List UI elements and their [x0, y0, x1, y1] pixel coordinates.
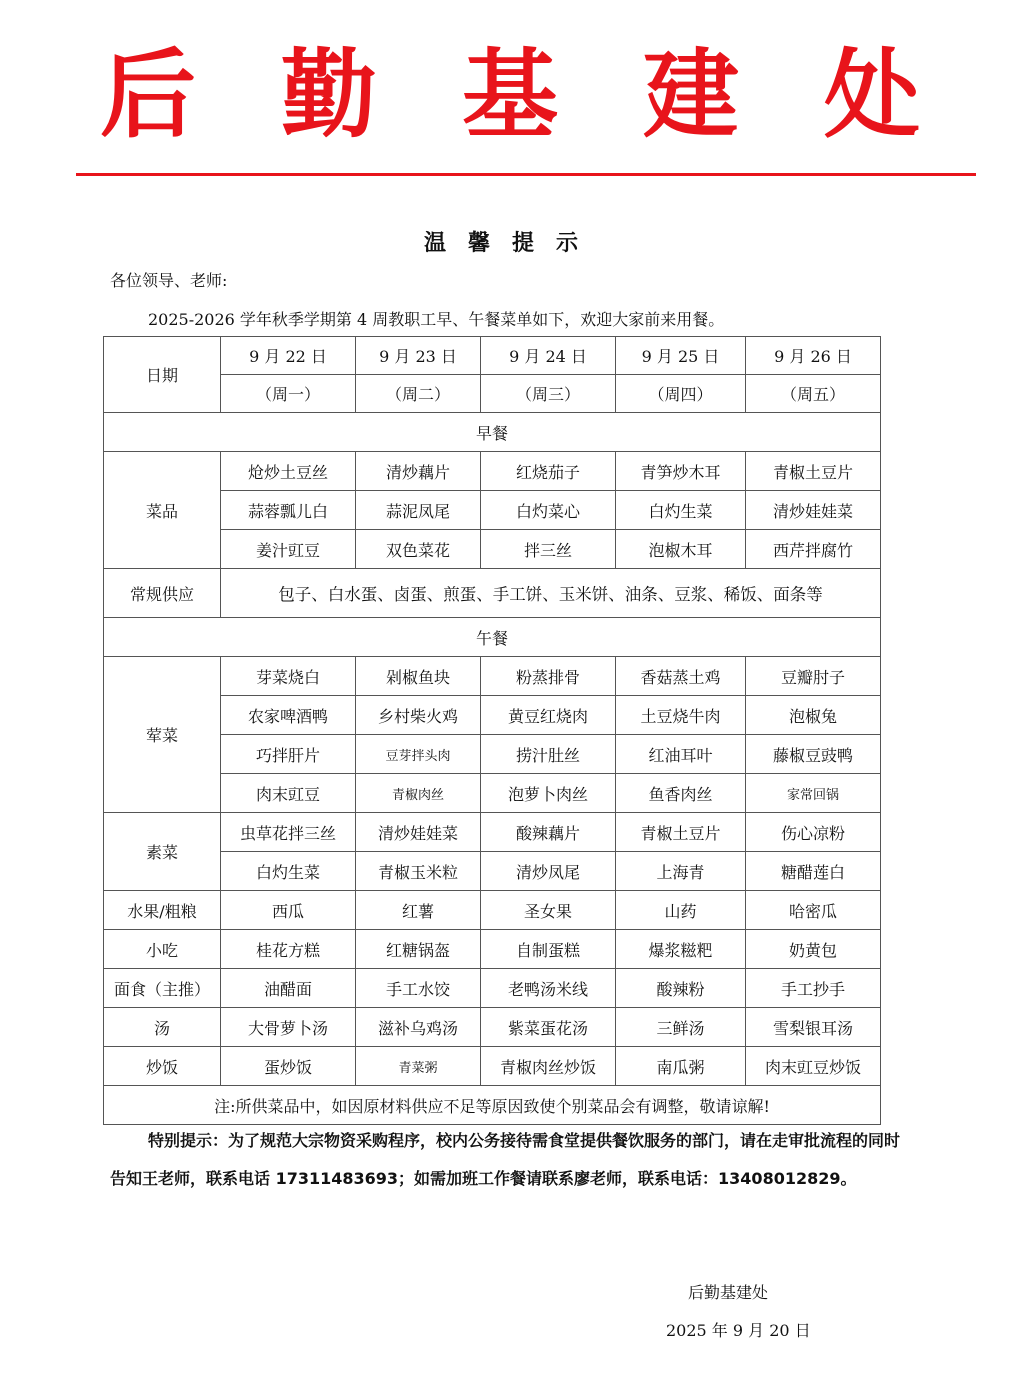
dish-cell: 伤心凉粉: [746, 813, 881, 852]
dish-cell: 南瓜粥: [616, 1047, 746, 1086]
weekday-cell: （周二）: [356, 375, 481, 413]
dish-cell: 青椒肉丝炒饭: [481, 1047, 616, 1086]
dish-cell: 山药: [616, 891, 746, 930]
dish-cell: 酸辣藕片: [481, 813, 616, 852]
dish-cell: 藤椒豆豉鸭: [746, 735, 881, 774]
regular-supply-row: [104, 569, 881, 618]
dish-cell: 西瓜: [221, 891, 356, 930]
dish-cell: 桂花方糕: [221, 930, 356, 969]
dish-cell: 巧拌肝片: [221, 735, 356, 774]
letterhead-divider: [76, 173, 976, 176]
weekday-cell: （周一）: [221, 375, 356, 413]
dish-cell: 奶黄包: [746, 930, 881, 969]
footnote-row: [104, 1086, 881, 1125]
dish-cell: 青笋炒木耳: [616, 452, 746, 491]
dish-cell: 剁椒鱼块: [356, 657, 481, 696]
meat-label: 荤菜: [104, 657, 221, 813]
dish-cell: 三鲜汤: [616, 1008, 746, 1047]
dish-cell: 鱼香肉丝: [616, 774, 746, 813]
dish-cell: 泡椒兔: [746, 696, 881, 735]
table-row: [104, 452, 881, 491]
regular-supply-items: 包子、白水蛋、卤蛋、煎蛋、手工饼、玉米饼、油条、豆浆、稀饭、面条等: [221, 569, 881, 618]
date-cell: 9 月 24 日: [481, 337, 616, 375]
table-row: [104, 930, 881, 969]
special-notice: 特别提示：为了规范大宗物资采购程序，校内公务接待需食堂提供餐饮服务的部门，请在走审批流程的同时告知王老师，联系电话 17311483693；如需加班工作餐请联系廖老师，联系电话：13408012829。: [110, 1131, 901, 1188]
dish-cell: 圣女果: [481, 891, 616, 930]
date-label: 日期: [104, 337, 221, 413]
date-cell: 9 月 26 日: [746, 337, 881, 375]
date-cell: 9 月 23 日: [356, 337, 481, 375]
veg-label: 素菜: [104, 813, 221, 891]
dish-cell: 泡萝卜肉丝: [481, 774, 616, 813]
rice-label: 炒饭: [104, 1047, 221, 1086]
dish-cell: 清炒藕片: [356, 452, 481, 491]
dish-cell: 青椒肉丝: [356, 774, 481, 813]
dish-cell: 清炒娃娃菜: [356, 813, 481, 852]
dish-cell: 土豆烧牛肉: [616, 696, 746, 735]
table-row: [104, 813, 881, 852]
soup-label: 汤: [104, 1008, 221, 1047]
dish-cell: 上海青: [616, 852, 746, 891]
dish-cell: 拌三丝: [481, 530, 616, 569]
dish-cell: 蒜蓉瓢儿白: [221, 491, 356, 530]
dish-cell: 豆瓣肘子: [746, 657, 881, 696]
dish-cell: 肉末豇豆: [221, 774, 356, 813]
dish-cell: 手工抄手: [746, 969, 881, 1008]
dish-cell: 大骨萝卜汤: [221, 1008, 356, 1047]
date-cell: 9 月 25 日: [616, 337, 746, 375]
table-row: [104, 735, 881, 774]
dish-cell: 油醋面: [221, 969, 356, 1008]
dish-cell: 黄豆红烧肉: [481, 696, 616, 735]
dish-cell: 红烧茄子: [481, 452, 616, 491]
snack-label: 小吃: [104, 930, 221, 969]
breakfast-header: 早餐: [104, 413, 881, 452]
letterhead-char: 勤: [281, 39, 377, 151]
dish-cell: 白灼菜心: [481, 491, 616, 530]
menu-table: [103, 336, 881, 1125]
table-row: [104, 530, 881, 569]
regular-supply-label: 常规供应: [104, 569, 221, 618]
table-row: [104, 891, 881, 930]
dish-cell: 糖醋莲白: [746, 852, 881, 891]
dish-cell: 红糖锅盔: [356, 930, 481, 969]
dish-cell: 红油耳叶: [616, 735, 746, 774]
dish-cell: 农家啤酒鸭: [221, 696, 356, 735]
table-row: [104, 491, 881, 530]
dish-cell: 豆芽拌头肉: [356, 735, 481, 774]
notice-title: 温馨提示: [423, 231, 600, 256]
table-footnote: 注:所供菜品中，如因原材料供应不足等原因致使个别菜品会有调整，敬请谅解!: [104, 1086, 881, 1125]
dish-cell: 蛋炒饭: [221, 1047, 356, 1086]
dish-cell: 白灼生菜: [221, 852, 356, 891]
dish-cell: 哈密瓜: [746, 891, 881, 930]
dish-cell: 自制蛋糕: [481, 930, 616, 969]
lunch-header: 午餐: [104, 618, 881, 657]
dish-cell: 青椒土豆片: [616, 813, 746, 852]
dish-cell: 西芹拌腐竹: [746, 530, 881, 569]
table-row: [104, 774, 881, 813]
dish-cell: 红薯: [356, 891, 481, 930]
dish-cell: 雪梨银耳汤: [746, 1008, 881, 1047]
dish-cell: 炝炒土豆丝: [221, 452, 356, 491]
letterhead-char: 基: [462, 39, 558, 151]
salutation: 各位领导、老师:: [110, 271, 228, 290]
dish-cell: 乡村柴火鸡: [356, 696, 481, 735]
dish-cell: 姜汁豇豆: [221, 530, 356, 569]
dish-cell: 肉末豇豆炒饭: [746, 1047, 881, 1086]
signature-org: 后勤基建处: [688, 1283, 769, 1302]
dish-cell: 双色菜花: [356, 530, 481, 569]
dish-cell: 蒜泥凤尾: [356, 491, 481, 530]
dish-cell: 滋补乌鸡汤: [356, 1008, 481, 1047]
weekday-cell: （周四）: [616, 375, 746, 413]
letterhead-char: 后: [100, 39, 196, 151]
table-row: [104, 969, 881, 1008]
table-row: [104, 852, 881, 891]
noodle-label: 面食（主推）: [104, 969, 221, 1008]
dish-cell: 酸辣粉: [616, 969, 746, 1008]
fruit-label: 水果/粗粮: [104, 891, 221, 930]
breakfast-dish-label: 菜品: [104, 452, 221, 569]
weekday-row: [104, 375, 881, 413]
lunch-header-row: [104, 618, 881, 657]
letterhead-char: 处: [824, 39, 920, 151]
dish-cell: 虫草花拌三丝: [221, 813, 356, 852]
date-row: [104, 337, 881, 375]
table-row: [104, 657, 881, 696]
letterhead-char: 建: [643, 39, 739, 151]
weekday-cell: （周五）: [746, 375, 881, 413]
dish-cell: 老鸭汤米线: [481, 969, 616, 1008]
dish-cell: 青椒土豆片: [746, 452, 881, 491]
dish-cell: 白灼生菜: [616, 491, 746, 530]
date-cell: 9 月 22 日: [221, 337, 356, 375]
breakfast-header-row: [104, 413, 881, 452]
dish-cell: 青椒玉米粒: [356, 852, 481, 891]
table-row: [104, 696, 881, 735]
table-row: [104, 1047, 881, 1086]
dish-cell: 泡椒木耳: [616, 530, 746, 569]
dish-cell: 清炒凤尾: [481, 852, 616, 891]
dish-cell: 青菜粥: [356, 1047, 481, 1086]
dish-cell: 爆浆糍粑: [616, 930, 746, 969]
dish-cell: 紫菜蛋花汤: [481, 1008, 616, 1047]
dish-cell: 芽菜烧白: [221, 657, 356, 696]
dish-cell: 手工水饺: [356, 969, 481, 1008]
dish-cell: 粉蒸排骨: [481, 657, 616, 696]
dish-cell: 清炒娃娃菜: [746, 491, 881, 530]
dish-cell: 家常回锅: [746, 774, 881, 813]
signature-date: 2025 年 9 月 20 日: [666, 1321, 811, 1340]
table-row: [104, 1008, 881, 1047]
weekday-cell: （周三）: [481, 375, 616, 413]
dish-cell: 香菇蒸土鸡: [616, 657, 746, 696]
dish-cell: 捞汁肚丝: [481, 735, 616, 774]
intro-text: 2025-2026 学年秋季学期第 4 周教职工早、午餐菜单如下，欢迎大家前来用餐。: [148, 310, 725, 329]
letterhead-title: [100, 40, 920, 150]
